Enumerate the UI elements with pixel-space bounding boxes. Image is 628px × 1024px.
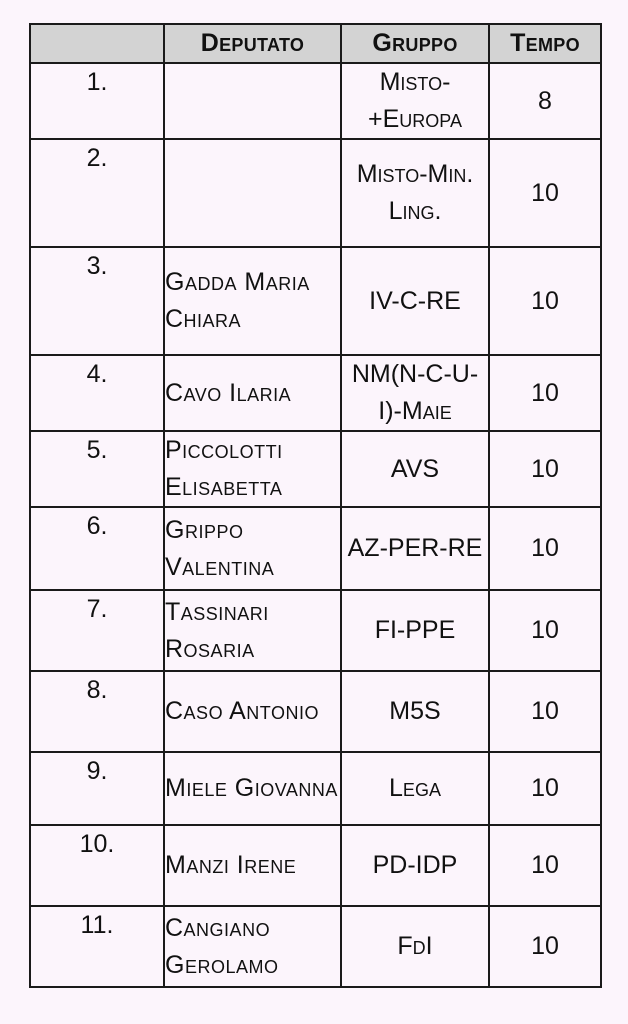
row-number: 10. <box>30 825 164 906</box>
row-number: 7. <box>30 590 164 671</box>
deputato-cell: Grippo Valentina <box>164 507 341 590</box>
tempo-cell: 10 <box>489 247 601 355</box>
table-row <box>30 507 601 590</box>
row-number: 1. <box>30 63 164 139</box>
table-header <box>30 24 601 63</box>
tempo-cell: 8 <box>489 63 601 139</box>
deputato-cell: Cangiano Gerolamo <box>164 906 341 987</box>
tempo-cell: 10 <box>489 139 601 247</box>
deputato-cell: Piccolotti Elisabetta <box>164 431 341 507</box>
tempo-cell: 10 <box>489 431 601 507</box>
deputato-cell: Caso Antonio <box>164 671 341 752</box>
deputato-cell: Manzi Irene <box>164 825 341 906</box>
header-tempo: Tempo <box>489 24 601 63</box>
deputato-cell <box>164 63 341 139</box>
gruppo-cell: FdI <box>341 906 489 987</box>
deputato-cell: Miele Giovanna <box>164 752 341 825</box>
deputato-cell <box>164 139 341 247</box>
header-deputato: Deputato <box>164 24 341 63</box>
gruppo-cell: IV-C-RE <box>341 247 489 355</box>
gruppo-cell: Misto-Min. Ling. <box>341 139 489 247</box>
gruppo-cell: Lega <box>341 752 489 825</box>
table-row <box>30 431 601 507</box>
table-row <box>30 825 601 906</box>
header-gruppo: Gruppo <box>341 24 489 63</box>
header-row <box>30 24 601 63</box>
row-number: 6. <box>30 507 164 590</box>
row-number: 11. <box>30 906 164 987</box>
row-number: 2. <box>30 139 164 247</box>
gruppo-cell: M5S <box>341 671 489 752</box>
row-number: 8. <box>30 671 164 752</box>
table-row <box>30 247 601 355</box>
gruppo-cell: PD-IDP <box>341 825 489 906</box>
table-row <box>30 752 601 825</box>
tempo-cell: 10 <box>489 355 601 431</box>
gruppo-cell: FI-PPE <box>341 590 489 671</box>
row-number: 9. <box>30 752 164 825</box>
table-row <box>30 906 601 987</box>
gruppo-cell: NM(N-C-U-I)-Maie <box>341 355 489 431</box>
gruppo-cell: AZ-PER-RE <box>341 507 489 590</box>
gruppo-cell: AVS <box>341 431 489 507</box>
header-number <box>30 24 164 63</box>
table-row <box>30 63 601 139</box>
table-row <box>30 355 601 431</box>
speakers-table <box>29 23 602 988</box>
tempo-cell: 10 <box>489 507 601 590</box>
deputato-cell: Tassinari Rosaria <box>164 590 341 671</box>
deputato-cell: Gadda Maria Chiara <box>164 247 341 355</box>
table-row <box>30 590 601 671</box>
row-number: 5. <box>30 431 164 507</box>
tempo-cell: 10 <box>489 825 601 906</box>
deputato-cell: Cavo Ilaria <box>164 355 341 431</box>
tempo-cell: 10 <box>489 752 601 825</box>
table-row <box>30 139 601 247</box>
tempo-cell: 10 <box>489 590 601 671</box>
table-body <box>30 63 601 987</box>
table-row <box>30 671 601 752</box>
row-number: 3. <box>30 247 164 355</box>
tempo-cell: 10 <box>489 906 601 987</box>
gruppo-cell: Misto-+Europa <box>341 63 489 139</box>
row-number: 4. <box>30 355 164 431</box>
tempo-cell: 10 <box>489 671 601 752</box>
